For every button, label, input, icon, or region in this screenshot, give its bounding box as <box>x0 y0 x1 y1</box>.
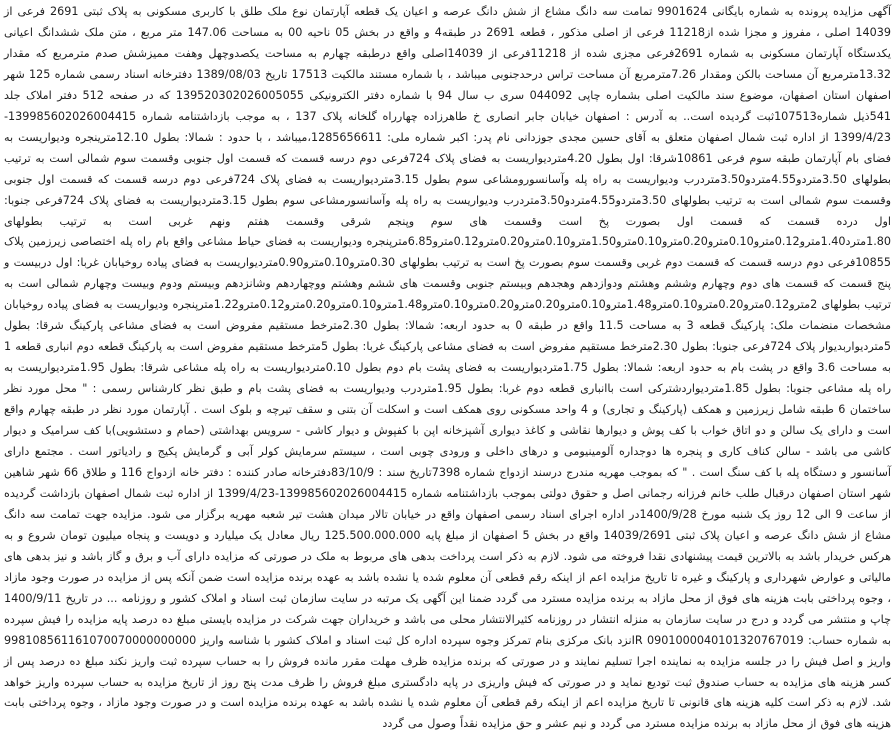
auction-notice-text: آگهی مزایده پرونده به شماره بایگانی 9901624 تمامت سه دانگ مشاع از شش دانگ عرصه و اعیان یک قطعه آپارتمان نوع ملک طلق با کاربری مسکونی به پلاک ثبتی 2691 فرعی از 14039 اصلی ، مفروز و مجزا شده از11218 فرعی از اصلی مذکور ، قطعه 2691 در طبقه4 و واقع در بخش 05 ناحیه 00 به مساحت 147.06 متر مربع ، متن ملک ششدانگ اعیانی یکدستگاه آپارتمان مسکونی به شماره 2691فرعی مجزی شده از 11218فرعی از 14039اصلی واقع درطبقه چهارم به مساحت یکصدوچهل وهفت ممیزشش صدم مترمربع که مقدار 13.32مترمربع آن مساحت بالکن ومقدار 7.26مترمربع آن مساحت تراس درحدجنوبی میباشد ، با شماره مستند مالکیت 17513 تاریخ 1389/08/03 دفترخانه اسناد رسمی شماره 125 شهر اصفهان استان اصفهان، موضوع سند مالکیت اصلی بشماره چاپی 044092 سری ب سال 94 با شماره دفتر الکترونیکی 139520302026005055 که در صفحه 512 دفتر املاک جلد 541ذیل شماره107513ثبت گردیده است.. به آدرس : اصفهان خیابان جابر انصاری خ طاهرزاده چهارراه گلخانه پلاک 137 ، به موجب بازداشتنامه شماره 139985602026004415-1399/4/23 از اداره ثبت شمال اصفهان متعلق به آقای حسین مجدی جوزدانی نام پدر: اکبر شماره ملی: 1285656611،میباشد ، با حدود : شمالا: بطول 12.10مترینجره ودیواریست به فضای بام آپارتمان طبقه سوم فرعی 10861شرقا: اول بطول 4.20متردیواریست به فضای پلاک 724فرعی دوم درسه قسمت که قسمت اول جنوبی وقسمت سوم شمالی است به ترتیب بطولهای 3.50متردو4.55متردو3.50متردرب ودیواریست به راه پله وآسانسورومشاعی سوم بطول 3.15متردیواریست به فضای پلاک 724فرعی دوم درسه قسمت که قسمت اول جنوبی وقسمت سوم شمالی است به ترتیب بطولهای 3.50متردو4.55متردو3.50متردرب ودیواریست به راه پله وآسانسورمشاعی سوم بطول 3.15متردیواریست به فضای پلاک 724فرعی جنوبا: اول درده قسمت که قسمت اول بصورت پخ است وقسمت های سوم وپنجم شرقی وقسمت هفتم ونهم غربی است به ترتیب بطولهای 1.80مترد1.40مترو0.12مترو0.10مترو0.20مترو0.10مترو1.50مترو0.10مترو0.20مترو0.12مترو6.85مترپنجره ودیواریست به فضای حیاط مشاعی واقع بام راه پله اختصاصی زیرزمین پلاک 10855فرعی دوم درسه قسمت که قسمت دوم غربی وقسمت سوم بصورت پخ است به ترتیب بطولهای 0.30مترو0.10مترو0.90متردیواریست به فضای پیاده روخیابان غربا: اول دربیست و پنج قسمت که قسمت های دوم وچهارم وششم وهشتم ودوازدهم وهجدهم وبیستم جنوبی وقسمت های ششم وهشتم ووچهاردهم وشانزدهم وبیستم ودوم وبیست وچهارم شمالی است به ترتیب بطولهای 2مترو0.12مترو0.20مترو0.10مترو1.48مترو0.10مترو0.20مترو0.20مترو0.10مترو1.48مترو0.10مترو0.20مترو0.12مترو1.22مترپنجره ودیواریست به فضای پیاده روخیابان مشخصات منضمات ملک: پارکینگ قطعه 3 به مساحت 11.5 واقع در طبقه 0 به حدود اربعه: شمالا: بطول 2.30مترخط مستقیم مفروض است به فضای مشاعی پارکینگ شرقا: بطول 5متردیواربدیوار پلاک 724فرعی جنوبا: بطول 2.30مترخط مستقیم مفروض است به فضای مشاعی پارکینگ غربا: بطول 5مترخط مستقیم مفروض است به پارکینگ قطعه دوم انباری قطعه 1 به مساحت 3.6 واقع در پشت بام به حدود اربعه: شمالا: بطول 1.75متردیواریست به فضای پشت بام دوم بطول 0.10متردیواریست به راه پله مشاعی شرقا: بطول 1.95متردیواریست به راه پله مشاعی جنوبا: بطول 1.85متردیواردشترکی است باانباری قطعه دوم غربا: بطول 1.95متردرب ودیواریست به فضای پشت بام و طبق نظر کارشناس رسمی : " محل مورد نظر ساختمان 6 طبقه شامل زیرزمین و همکف (پارکینگ و تجاری) و 4 واحد مسکونی روی همکف است و اسکلت آن بتنی و سقف تیرچه و بلوک است . آپارتمان مورد نظر در طبقه چهارم واقع است و دارای یک سالن و دو اتاق خواب با کف پوش و دیوارها نقاشی و کاغذ دیواری آشپزخانه اپن با کفپوش و دیوار کاشی - سرویس بهداشتی (حمام و دستشویی)با کف سرامیک و دیوار کاشی می باشد - سالن کناف کاری و پنجره ها دوجداره آلومینیومی و درهای داخلی و ورودی چوبی است ، سیستم سرمایش کولر آبی و گرمایش پکیج و رادیاتور است . مجتمع دارای آسانسور و دستگاه پله با کف سنگ است . " که بموجب مهریه مندرج درسند ازدواج شماره 7398تاریخ سند : 83/10/9دفترخانه صادر کننده : دفتر خانه ازدواج 116 و طلاق 66 شهر شاهین شهر استان اصفهان درقبال طلب خانم فرزانه رجمانی اصل و حقوق دولتی بموجب بازداشتنامه شماره 139985602026004415-1399/4/23 از اداره ثبت شمال اصفهان بازداشت گردیده از ساعت 9 الی 12 روز یک شنبه مورخ 1400/9/28در اداره اجرای اسناد رسمی اصفهان واقع در خیابان تالار میدان هشت تیر شعبه مهریه برگزار می شود. مزایده جهت تمامت سه دانگ مشاع از شش دانگ عرصه و اعیان پلاک ثبتی 14039/2691 واقع در بخش 5 اصفهان از مبلغ پایه 125.500.000.000 ریال معادل یک میلیارد و دویست و پنجاه میلیون تومان شروع و به هرکس خریدار باشد به بالاترین قیمت پیشنهادی نقدا فروخته می شود. لازم به ذکر است پرداخت بدهی های مربوط به ملک در صورتی که مزایده دارای آب و برق و گاز باشد و نیز بدهی های مالیاتی و عوارض شهرداری و پارکینگ و غیره تا تاریخ مزایده اعم از اینکه رقم قطعی آن معلوم شده یا نشده باشد به عهده برنده مزایده است ضمن آنکه پس از مزایده در صورت وجود مازاد ، وجوه پرداختی بابت هزینه های فوق از محل مازاد به برنده مزایده مسترد می گردد ضمنا این آگهی یک مرتبه در سایت سازمان ثبت اسناد و املاک کشور و روزنامه ... در تاریخ 1400/9/11 چاپ و منتشر می گردد و درج در سایت سازمان به منزله انتشار در روزنامه کثیرالانتشار محلی می باشد و خریداران جهت شرکت در مزایده بایستی مبلغ ده درصد پایه مزایده را فیش سپرده به شماره حساب: 0901000040101320767019 IRنزد بانک مرکزی بنام تمرکز وجوه سپرده اداره کل ثبت اسناد و املاک کشور با شناسه واریز 998108561161070070000000000 واریز و اصل فیش را در جلسه مزایده به نماینده اجرا تسلیم نمایند و در صورتی که برنده مزایده ظرف مهلت مقرر مانده فروش را به حساب سپرده ثبت واریز نکند مبلغ ده درصد پس از کسر هزینه های مزایده به حساب صندوق ثبت تودیع نماید و در صورتی که فیش واریزی در پایه دادگستری مبلغ فروش را ظرف مدت پنج روز از تاریخ مزایده به حساب سپرده واریز خواهد شد. لازم به ذکر است کلیه هزینه های قانونی تا تاریخ مزایده اعم از اینکه رقم قطعی آن معلوم شده یا نشده باشد به عهده برنده مزایده است و در صورت وجود مازاد ، وجوه پرداختی بابت هزینه های فوق از محل مازاد به برنده مزایده مسترد می گردد و نیم عشر و حق مزایده نقداً وصول می گردد <box>3 5 892 731</box>
